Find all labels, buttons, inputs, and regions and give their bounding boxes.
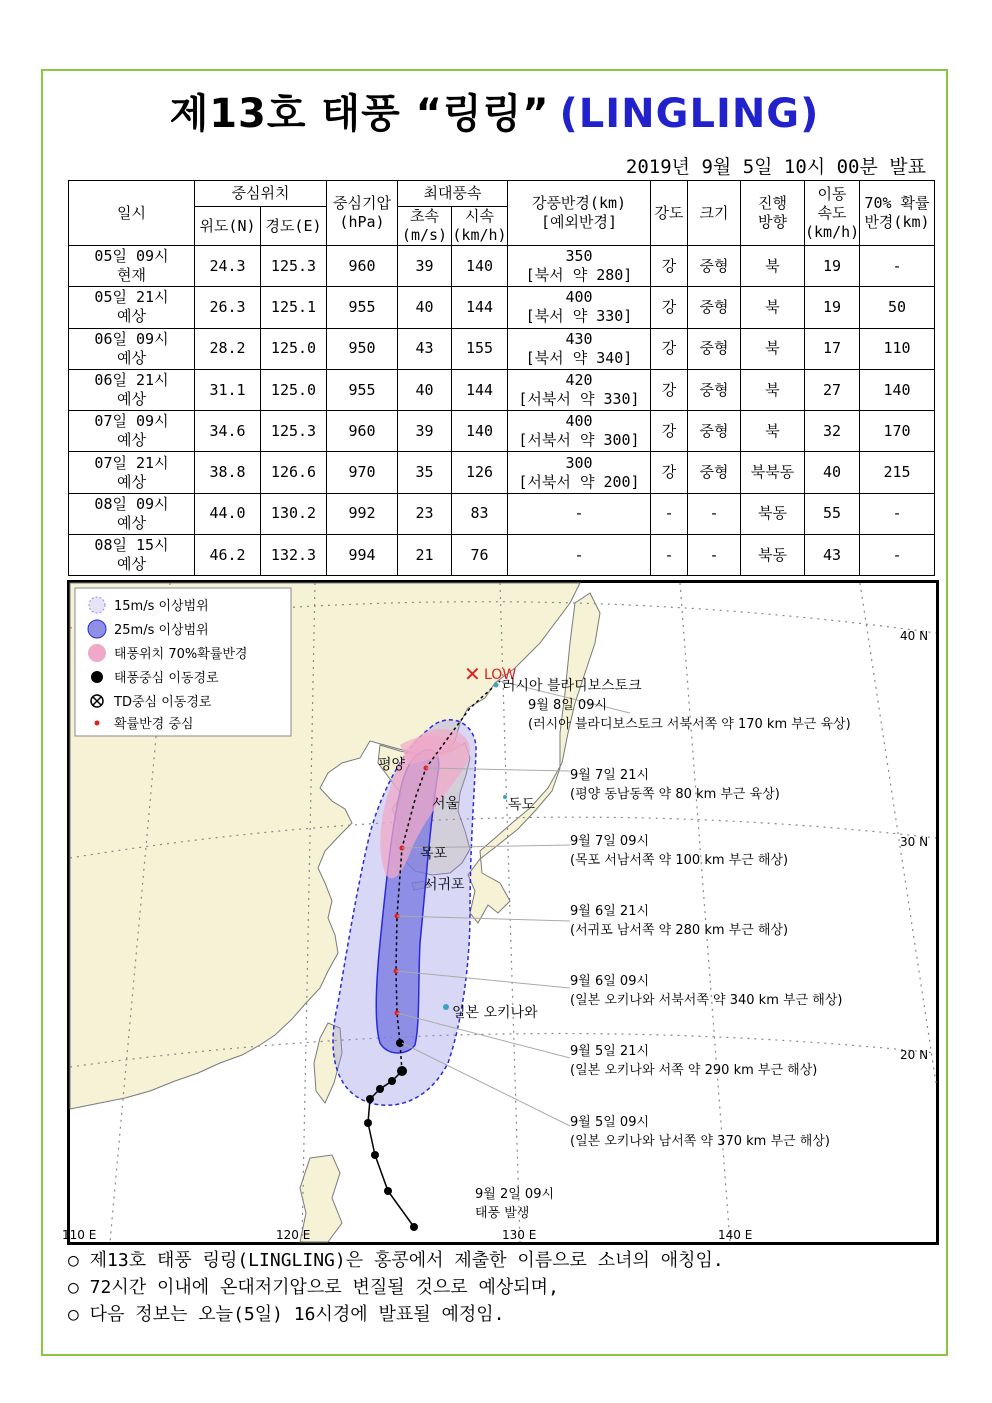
cell-p: 950 [327,328,398,369]
cell-lat: 38.8 [195,452,261,493]
legend-typhoon-track-icon [91,671,103,683]
annotation-time: 9월 5일 21시 [570,1044,650,1059]
cell-ms: 39 [398,246,452,287]
legend-range15-icon [89,597,105,613]
cell-direction: 북 [741,328,805,369]
vladivostok-marker [494,683,499,688]
cell-size: 중형 [688,369,741,410]
cell-direction: 북동 [741,493,805,534]
place-okinawa: 일본 오키나와 [452,1005,538,1021]
cell-lon: 130.2 [261,493,327,534]
annotation-time: 9월 8일 09시 [528,698,608,713]
annotation-time: 9월 5일 09시 [570,1115,650,1130]
cell-p: 960 [327,246,398,287]
cell-p: 994 [327,535,398,576]
cell-speed: 19 [805,246,860,287]
table-row [69,535,935,576]
cell-ms: 39 [398,411,452,452]
cell-size: 중형 [688,328,741,369]
table-row [69,411,935,452]
cell-direction: 북동 [741,535,805,576]
title-korean: 제13호 태풍 “링링” [169,91,550,137]
dokdo-marker [503,795,507,799]
table-row [69,369,935,410]
annotation-time: 9월 2일 09시 [475,1187,555,1202]
issued-time: 2019년 9월 5일 10시 00분 발표 [625,156,926,178]
cell-probability: - [860,535,935,576]
note-3: ○ 다음 정보는 오늘(5일) 16시경에 발표될 예정임. [68,1304,505,1325]
cell-lat: 34.6 [195,411,261,452]
annotation-location: (서귀포 남서쪽 약 280 km 부근 해상) [570,923,789,938]
cell-size: - [688,493,741,534]
lat-label-40: 40 N [900,629,929,643]
cell-kmh: 140 [452,411,508,452]
note-2: ○ 72시간 이내에 온대저기압으로 변질될 것으로 예상되며, [68,1277,559,1298]
cell-radius: - [508,535,651,576]
cell-radius: 400 [서북서 약 300] [508,411,651,452]
map-legend [75,588,291,736]
legend-label-range15: 15m/s 이상범위 [114,599,209,614]
lon-label-120: 120 E [276,1228,311,1242]
cell-probability: 110 [860,328,935,369]
cell-size: 중형 [688,411,741,452]
cell-speed: 40 [805,452,860,493]
cell-lon: 125.0 [261,328,327,369]
cell-ms: 35 [398,452,452,493]
cell-direction: 북 [741,287,805,328]
table-row [69,246,935,287]
place-mokpo: 목포 [420,846,448,862]
cell-lat: 44.0 [195,493,261,534]
table-row [69,328,935,369]
header-size: 크기 [688,181,741,246]
cell-lon: 132.3 [261,535,327,576]
cell-kmh: 76 [452,535,508,576]
cell-lon: 125.3 [261,246,327,287]
legend-label-td-track: TD중심 이동경로 [114,695,212,710]
cell-ms: 40 [398,287,452,328]
cell-direction: 북 [741,369,805,410]
legend-label-range25: 25m/s 이상범위 [114,623,209,638]
forecast-table [68,180,935,576]
cell-probability: 170 [860,411,935,452]
cell-radius: 400 [북서 약 330] [508,287,651,328]
header-intensity: 강도 [651,181,688,246]
cell-lon: 125.1 [261,287,327,328]
place-seoul: 서울 [432,796,460,812]
cell-lon: 125.0 [261,369,327,410]
legend-range25-icon [88,620,106,638]
annotation-location: (목포 서남서쪽 약 100 km 부근 해상) [570,853,789,868]
title-english: (LINGLING) [559,91,820,137]
cell-lat: 24.3 [195,246,261,287]
cell-p: 992 [327,493,398,534]
cell-speed: 27 [805,369,860,410]
note-1: ○ 제13호 태풍 링링(LINGLING)은 홍콩에서 제출한 이름으로 소녀의 애칭임. [68,1250,724,1271]
cell-time: 06일 09시 예상 [69,328,195,369]
cell-radius: 420 [서북서 약 330] [508,369,651,410]
header-wind: 최대풍속 [398,181,508,207]
header-ms: 초속 (m/s) [398,207,452,246]
cell-size: 중형 [688,452,741,493]
cell-kmh: 144 [452,369,508,410]
cell-p: 970 [327,452,398,493]
lon-label-130: 130 E [502,1228,537,1242]
legend-prob-center-icon [95,721,100,726]
cell-time: 05일 09시 현재 [69,246,195,287]
header-time: 일시 [69,181,195,246]
cell-direction: 북북동 [741,452,805,493]
header-pressure: 중심기압 (hPa) [327,181,398,246]
cell-time: 06일 21시 예상 [69,369,195,410]
cell-intensity: - [651,535,688,576]
header-center: 중심위치 [195,181,327,207]
cell-probability: 50 [860,287,935,328]
cell-radius: - [508,493,651,534]
cell-time: 07일 09시 예상 [69,411,195,452]
cell-lon: 125.3 [261,411,327,452]
header-direction: 진행 방향 [741,181,805,246]
cell-kmh: 140 [452,246,508,287]
lon-label-110: 110 E [62,1228,97,1242]
cell-intensity: - [651,493,688,534]
cell-lat: 28.2 [195,328,261,369]
cell-probability: 215 [860,452,935,493]
cell-intensity: 강 [651,246,688,287]
annotation-time: 9월 6일 21시 [570,904,650,919]
annotation-location: (일본 오키나와 남서쪽 약 370 km 부근 해상) [570,1134,830,1149]
place-vladivostok: 러시아 블라디보스토크 [502,678,642,694]
cell-speed: 17 [805,328,860,369]
place-seogwipo: 서귀포 [424,877,465,893]
cell-ms: 43 [398,328,452,369]
table-row [69,287,935,328]
cell-time: 08일 15시 예상 [69,535,195,576]
cell-speed: 19 [805,287,860,328]
cell-probability: - [860,493,935,534]
lat-label-30: 30 N [900,835,929,849]
cell-kmh: 126 [452,452,508,493]
cell-ms: 21 [398,535,452,576]
low-x-icon: ✕ [464,662,481,686]
cell-time: 07일 21시 예상 [69,452,195,493]
cell-radius: 350 [북서 약 280] [508,246,651,287]
cell-speed: 32 [805,411,860,452]
cell-p: 960 [327,411,398,452]
cell-size: - [688,535,741,576]
cell-lat: 46.2 [195,535,261,576]
annotation-location: (일본 오키나와 서쪽 약 290 km 부근 해상) [570,1063,818,1078]
notes [68,1247,724,1328]
legend-prob70-icon [88,644,106,662]
cell-intensity: 강 [651,287,688,328]
header-lon: 경도(E) [261,207,327,246]
header-probability: 70% 확률 반경(km) [860,181,935,246]
cell-ms: 40 [398,369,452,410]
cell-ms: 23 [398,493,452,534]
cell-p: 955 [327,369,398,410]
cell-size: 중형 [688,287,741,328]
legend-label-prob-center: 확률반경 중심 [114,717,194,732]
cell-lon: 126.6 [261,452,327,493]
typhoon-track-map [62,580,939,1245]
annotation-location: (평양 동남동쪽 약 80 km 부근 육상) [570,787,780,802]
cell-intensity: 강 [651,369,688,410]
cell-lat: 31.1 [195,369,261,410]
cell-kmh: 144 [452,287,508,328]
annotation-location: 태풍 발생 [475,1206,530,1221]
cell-p: 955 [327,287,398,328]
header-speed: 이동 속도 (km/h) [805,181,860,246]
cell-speed: 55 [805,493,860,534]
annotation-time: 9월 7일 09시 [570,834,650,849]
cell-direction: 북 [741,411,805,452]
annotation-time: 9월 7일 21시 [570,768,650,783]
cell-direction: 북 [741,246,805,287]
annotation-location: (일본 오키나와 서북서쪽 약 340 km 부근 해상) [570,993,843,1008]
low-label: LOW [484,667,517,683]
cell-probability: 140 [860,369,935,410]
annotation-location: (러시아 블라디보스토크 서북서쪽 약 170 km 부근 육상) [528,717,851,732]
forecast-annotations [475,697,851,1221]
cell-size: 중형 [688,246,741,287]
cell-intensity: 강 [651,328,688,369]
cell-probability: - [860,246,935,287]
place-pyongyang: 평양 [378,757,406,773]
cell-time: 05일 21시 예상 [69,287,195,328]
okinawa-marker [443,1004,449,1010]
annotation-time: 9월 6일 09시 [570,974,650,989]
cell-lat: 26.3 [195,287,261,328]
cell-intensity: 강 [651,452,688,493]
lon-label-140: 140 E [718,1228,753,1242]
cell-radius: 300 [서북서 약 200] [508,452,651,493]
table-row [69,493,935,534]
legend-label-typhoon-track: 태풍중심 이동경로 [114,671,219,686]
cell-kmh: 83 [452,493,508,534]
header-lat: 위도(N) [195,207,261,246]
place-dokdo: 독도 [508,797,536,813]
header-radius: 강풍반경(km) [예외반경] [508,181,651,246]
cell-time: 08일 09시 예상 [69,493,195,534]
table-row [69,452,935,493]
cell-radius: 430 [북서 약 340] [508,328,651,369]
cell-kmh: 155 [452,328,508,369]
map-svg [62,583,936,1242]
lat-label-20: 20 N [900,1048,929,1062]
legend-label-prob70: 태풍위치 70%확률반경 [114,647,248,662]
cell-speed: 43 [805,535,860,576]
cell-intensity: 강 [651,411,688,452]
page-title [41,82,948,139]
header-kmh: 시속 (km/h) [452,207,507,244]
